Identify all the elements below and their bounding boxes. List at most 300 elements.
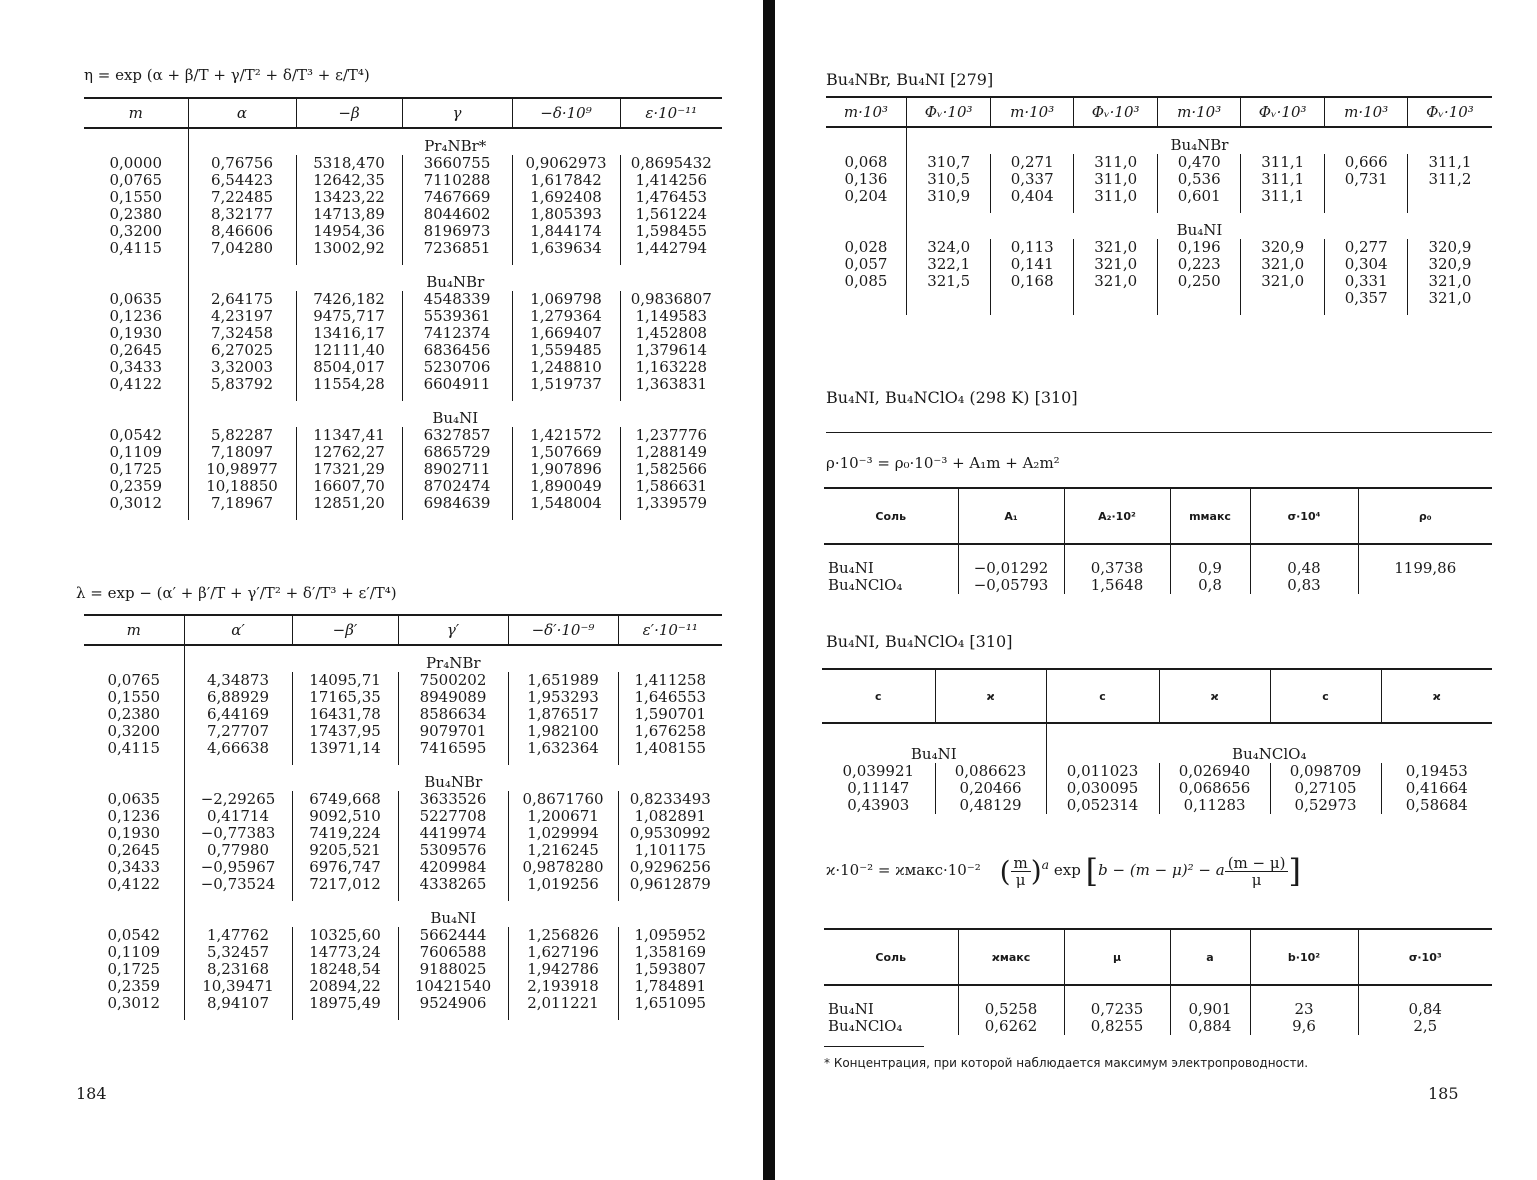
eta-cell: 5318,470 xyxy=(296,155,402,172)
eta-cell: 0,1109 xyxy=(109,443,162,461)
rho-header-3: mмакс xyxy=(1170,488,1250,544)
eta-cell: 1,339579 xyxy=(620,495,722,512)
lambda-cell: 0,9612879 xyxy=(618,876,722,893)
phi-cell: 0,141 xyxy=(991,256,1073,273)
eta-cell: 14954,36 xyxy=(296,223,402,240)
eta-cell: 1,476453 xyxy=(620,189,722,206)
phi-gap-cell xyxy=(906,205,991,213)
params-cell: Bu₄NI xyxy=(828,1000,874,1018)
lambda-cell: −0,95967 xyxy=(184,859,292,876)
rho-cell: −0,05793 xyxy=(958,577,1064,594)
lambda-gap-cell xyxy=(398,1012,508,1020)
phi-gap-cell xyxy=(1158,307,1240,315)
kappa-cell: 0,41664 xyxy=(1381,780,1492,797)
eta-cell: 0,0765 xyxy=(109,171,162,189)
rho-cell: Bu₄NI xyxy=(828,559,874,577)
eta-cell: 1,149583 xyxy=(620,308,722,325)
eta-cell: 0,1550 xyxy=(109,188,162,206)
kappa-frac1 xyxy=(1011,855,1031,888)
eta-cell: 8702474 xyxy=(402,478,512,495)
lambda-cell: 3633526 xyxy=(398,791,508,808)
rho-cell: 0,8 xyxy=(1170,577,1250,594)
eta-cell: 5539361 xyxy=(402,308,512,325)
eta-cell: 1,598455 xyxy=(620,223,722,240)
bracket-close: ] xyxy=(1288,852,1301,890)
phi-header-5: Φᵥ·10³ xyxy=(1240,97,1325,127)
lambda-cell: 1,676258 xyxy=(618,723,722,740)
params-cell: 23 xyxy=(1250,1001,1358,1018)
phi-cell: 321,0 xyxy=(1407,290,1492,307)
params-gap-cell xyxy=(1358,985,1492,1001)
phi-header-7: Φᵥ·10³ xyxy=(1407,97,1492,127)
phi-cell: 0,666 xyxy=(1325,154,1407,171)
eta-cell: 8504,017 xyxy=(296,359,402,376)
phi-data-row xyxy=(826,273,1492,290)
lambda-group-gap xyxy=(84,893,722,901)
lambda-data-row xyxy=(84,842,722,859)
params-gap-cell xyxy=(1170,985,1250,1001)
lambda-cell: 0,1109 xyxy=(107,943,160,961)
eta-cell: 12762,27 xyxy=(296,444,402,461)
eta-cell: 8,32177 xyxy=(188,206,296,223)
eta-header-row xyxy=(84,98,722,128)
lambda-cell: 2,193918 xyxy=(508,978,618,995)
eta-cell: 0,2645 xyxy=(109,341,162,359)
eta-cell: 13423,22 xyxy=(296,189,402,206)
phi-cell: 0,168 xyxy=(991,273,1073,290)
phi-gap-cell xyxy=(1073,307,1158,315)
eta-cell: 8,46606 xyxy=(188,223,296,240)
lambda-cell: 16431,78 xyxy=(292,706,398,723)
eta-cell: 1,582566 xyxy=(620,461,722,478)
phi-cell xyxy=(1407,188,1492,205)
phi-cell xyxy=(1158,290,1240,307)
rho-header-1: A₁ xyxy=(958,488,1064,544)
phi-cell xyxy=(991,290,1073,307)
phi-table xyxy=(826,96,1492,315)
rho-caption: Bu₄NI, Bu₄NClO₄ (298 K) [310] xyxy=(826,388,1078,407)
kappa-frac2 xyxy=(1225,855,1289,888)
lambda-cell: 5227708 xyxy=(398,808,508,825)
kappa-cell: 0,026940 xyxy=(1159,763,1270,780)
kappa-data-row xyxy=(822,763,1492,780)
phi-cell: 0,536 xyxy=(1158,171,1240,188)
lambda-group-row xyxy=(84,645,722,672)
phi-data-row xyxy=(826,171,1492,188)
lambda-cell: 1,216245 xyxy=(508,842,618,859)
eta-cell: 0,9062973 xyxy=(512,155,620,172)
phi-header-row xyxy=(826,97,1492,127)
lambda-gap-cell xyxy=(508,893,618,901)
lambda-data-row xyxy=(84,995,722,1012)
phi-cell: 311,1 xyxy=(1240,188,1325,205)
phi-header-2: m·10³ xyxy=(991,97,1073,127)
phi-data-row xyxy=(826,188,1492,205)
eta-gap-cell xyxy=(402,512,512,520)
params-data-row xyxy=(824,1018,1492,1035)
lambda-group-spacer xyxy=(84,765,184,791)
params-gap-cell xyxy=(1064,985,1170,1001)
eta-cell: 14713,89 xyxy=(296,206,402,223)
phi-cell: 0,271 xyxy=(991,154,1073,171)
phi-gap-cell xyxy=(826,307,906,315)
lambda-cell: 1,876517 xyxy=(508,706,618,723)
phi-cell: 0,470 xyxy=(1158,154,1240,171)
rho-gap-cell xyxy=(1358,544,1492,560)
phi-header-6: m·10³ xyxy=(1325,97,1407,127)
eta-cell: 1,421572 xyxy=(512,427,620,444)
eta-data-row xyxy=(84,376,722,393)
phi-cell: 311,1 xyxy=(1407,154,1492,171)
phi-cell: 311,0 xyxy=(1073,171,1158,188)
eta-data-row xyxy=(84,155,722,172)
phi-group-spacer xyxy=(826,127,906,154)
lambda-cell: 1,095952 xyxy=(618,927,722,944)
lambda-group-gap xyxy=(84,757,722,765)
lambda-cell: 17437,95 xyxy=(292,723,398,740)
eta-group-title: Pr₄NBr* xyxy=(188,128,722,155)
phi-cell xyxy=(906,290,991,307)
phi-gap-cell xyxy=(1158,205,1240,213)
eta-cell: 1,692408 xyxy=(512,189,620,206)
eta-cell: 1,559485 xyxy=(512,342,620,359)
lambda-cell: 1,593807 xyxy=(618,961,722,978)
eta-cell: 1,507669 xyxy=(512,444,620,461)
eta-gap-cell xyxy=(620,257,722,265)
lambda-cell: 4419974 xyxy=(398,825,508,842)
eta-cell: 0,2359 xyxy=(109,477,162,495)
rho-table xyxy=(824,487,1492,594)
eta-cell: 1,805393 xyxy=(512,206,620,223)
eta-cell: 0,1725 xyxy=(109,460,162,478)
lambda-cell: −0,73524 xyxy=(184,876,292,893)
lambda-data-row xyxy=(84,961,722,978)
phi-cell: 0,601 xyxy=(1158,188,1240,205)
phi-caption: Bu₄NBr, Bu₄NI [279] xyxy=(826,70,994,89)
lambda-cell: 18248,54 xyxy=(292,961,398,978)
phi-cell: 0,337 xyxy=(991,171,1073,188)
eta-cell: 1,237776 xyxy=(620,427,722,444)
phi-group-row xyxy=(826,127,1492,154)
lambda-header-row xyxy=(84,615,722,645)
eta-cell: 1,248810 xyxy=(512,359,620,376)
phi-cell: 311,2 xyxy=(1407,171,1492,188)
eta-gap-cell xyxy=(188,257,296,265)
eta-data-row xyxy=(84,478,722,495)
eta-cell: 8196973 xyxy=(402,223,512,240)
params-cell: 0,8255 xyxy=(1064,1018,1170,1035)
phi-cell: 0,731 xyxy=(1325,171,1407,188)
phi-cell: 0,250 xyxy=(1158,273,1240,290)
kappa-cell: 0,20466 xyxy=(935,780,1046,797)
eta-cell: 7,18097 xyxy=(188,444,296,461)
rho-cell: 1199,86 xyxy=(1358,560,1492,577)
lambda-cell: 8586634 xyxy=(398,706,508,723)
lambda-cell: 4209984 xyxy=(398,859,508,876)
lambda-gap-cell xyxy=(618,1012,722,1020)
eta-cell: 13416,17 xyxy=(296,325,402,342)
lambda-cell: 1,358169 xyxy=(618,944,722,961)
lambda-gap-cell xyxy=(398,757,508,765)
kappa-formula-lhs: ϰ·10⁻² = ϰмакс·10⁻² xyxy=(826,861,981,879)
kappa-cell: 0,43903 xyxy=(847,796,910,814)
lambda-cell: 1,942786 xyxy=(508,961,618,978)
lambda-group-title: Bu₄NBr xyxy=(184,765,722,791)
lambda-cell: 0,2645 xyxy=(107,841,160,859)
eta-cell: 12851,20 xyxy=(296,495,402,512)
eta-cell: 7,22485 xyxy=(188,189,296,206)
phi-gap-cell xyxy=(1325,205,1407,213)
kappa-cell: 0,11283 xyxy=(1159,797,1270,814)
phi-gap-cell xyxy=(1240,205,1325,213)
rho-top-gap xyxy=(824,544,1492,560)
phi-data-row xyxy=(826,239,1492,256)
phi-cell xyxy=(1240,290,1325,307)
lambda-cell: 1,47762 xyxy=(184,927,292,944)
eta-data-row xyxy=(84,206,722,223)
phi-cell: 321,0 xyxy=(1073,239,1158,256)
lambda-gap-cell xyxy=(184,757,292,765)
lambda-cell: 6976,747 xyxy=(292,859,398,876)
lambda-cell: 1,632364 xyxy=(508,740,618,757)
phi-cell: 0,068 xyxy=(844,153,888,171)
lambda-cell: 13971,14 xyxy=(292,740,398,757)
eta-group-row xyxy=(84,401,722,427)
eta-cell: 9475,717 xyxy=(296,308,402,325)
lambda-data-row xyxy=(84,825,722,842)
lambda-cell: 0,3012 xyxy=(107,994,160,1012)
kappa-header-2: c xyxy=(1046,669,1159,723)
eta-data-row xyxy=(84,223,722,240)
kappa-cell: 0,098709 xyxy=(1270,763,1381,780)
params-gap-cell xyxy=(1250,985,1358,1001)
lambda-gap-cell xyxy=(398,893,508,901)
kappa-frac2-num: (m − μ) xyxy=(1225,855,1289,872)
lambda-cell: 1,029994 xyxy=(508,825,618,842)
phi-cell: 310,5 xyxy=(906,171,991,188)
eta-cell: 0,3200 xyxy=(109,222,162,240)
eta-group-spacer xyxy=(84,265,188,291)
phi-cell: 0,204 xyxy=(844,187,888,205)
lambda-cell: 9188025 xyxy=(398,961,508,978)
lambda-cell: −0,77383 xyxy=(184,825,292,842)
phi-cell: 0,028 xyxy=(844,238,888,256)
lambda-table xyxy=(84,614,722,1020)
eta-cell: 1,442794 xyxy=(620,240,722,257)
lambda-cell: 0,77980 xyxy=(184,842,292,859)
lambda-data-row xyxy=(84,689,722,706)
eta-cell: 1,561224 xyxy=(620,206,722,223)
phi-cell: 321,0 xyxy=(1407,273,1492,290)
footnote: * Концентрация, при которой наблюдается максимум электропроводности. xyxy=(824,1056,1309,1070)
lambda-cell: 9205,521 xyxy=(292,842,398,859)
params-header-1: ϰмакс xyxy=(958,929,1064,985)
eta-cell: 0,8695432 xyxy=(620,155,722,172)
lambda-cell: 7500202 xyxy=(398,672,508,689)
eta-gap-cell xyxy=(188,512,296,520)
eta-cell: 6984639 xyxy=(402,495,512,512)
eta-group-row xyxy=(84,265,722,291)
phi-gap-cell xyxy=(1407,205,1492,213)
phi-data-row xyxy=(826,290,1492,307)
lambda-cell: 1,019256 xyxy=(508,876,618,893)
phi-gap-cell xyxy=(991,205,1073,213)
rho-cell: Bu₄NClO₄ xyxy=(828,576,903,594)
paren-open: ( xyxy=(999,854,1011,888)
eta-cell: 4,23197 xyxy=(188,308,296,325)
phi-cell: 0,196 xyxy=(1158,239,1240,256)
phi-cell: 321,0 xyxy=(1240,256,1325,273)
eta-cell: 10,18850 xyxy=(188,478,296,495)
lambda-cell: 7416595 xyxy=(398,740,508,757)
kappa-header-4: c xyxy=(1270,669,1381,723)
eta-gap-cell xyxy=(84,512,188,520)
eta-cell: 1,844174 xyxy=(512,223,620,240)
phi-cell xyxy=(1325,188,1407,205)
phi-cell: 0,085 xyxy=(844,272,888,290)
eta-cell: 7412374 xyxy=(402,325,512,342)
lambda-data-row xyxy=(84,672,722,689)
rho-header-2: A₂·10² xyxy=(1064,488,1170,544)
eta-cell: 7236851 xyxy=(402,240,512,257)
eta-group-spacer xyxy=(84,128,188,155)
eta-header-5: ε·10⁻¹¹ xyxy=(620,98,722,128)
lambda-data-row xyxy=(84,808,722,825)
book-spine xyxy=(763,0,775,1180)
lambda-cell: 1,411258 xyxy=(618,672,722,689)
eta-cell: 1,669407 xyxy=(512,325,620,342)
lambda-cell: 10,39471 xyxy=(184,978,292,995)
params-top-gap xyxy=(824,985,1492,1001)
left-page xyxy=(0,0,760,1180)
eta-group-row xyxy=(84,128,722,155)
lambda-group-gap xyxy=(84,1012,722,1020)
eta-cell: 0,3012 xyxy=(109,494,162,512)
lambda-cell: 0,1236 xyxy=(107,807,160,825)
phi-cell: 322,1 xyxy=(906,256,991,273)
lambda-cell: 5,32457 xyxy=(184,944,292,961)
lambda-header-5: ε′·10⁻¹¹ xyxy=(618,615,722,645)
eta-formula: η = exp (α + β/T + γ/T² + δ/T³ + ε/T⁴) xyxy=(84,66,370,84)
params-cell: 0,901 xyxy=(1170,1001,1250,1018)
lambda-cell: 8,94107 xyxy=(184,995,292,1012)
lambda-cell: 0,3433 xyxy=(107,858,160,876)
phi-cell: 320,9 xyxy=(1407,239,1492,256)
eta-cell: 0,0542 xyxy=(109,426,162,444)
params-cell: 0,7235 xyxy=(1064,1001,1170,1018)
eta-header-2: −β xyxy=(296,98,402,128)
eta-data-row xyxy=(84,495,722,512)
rho-cell xyxy=(1358,577,1492,594)
paren-close: ) xyxy=(1030,854,1042,888)
lambda-cell: 10421540 xyxy=(398,978,508,995)
kappa-frac1-den: μ xyxy=(1015,870,1026,889)
kappa-exp: exp xyxy=(1053,861,1081,879)
phi-gap-cell xyxy=(1073,205,1158,213)
lambda-formula: λ = exp − (α′ + β′/T + γ′/T² + δ′/T³ + ε′/T⁴) xyxy=(76,584,397,602)
eta-gap-cell xyxy=(84,257,188,265)
eta-data-row xyxy=(84,189,722,206)
eta-gap-cell xyxy=(296,512,402,520)
eta-cell: 0,4115 xyxy=(109,239,162,257)
lambda-cell: 17165,35 xyxy=(292,689,398,706)
eta-cell: 7110288 xyxy=(402,172,512,189)
phi-cell: 310,9 xyxy=(906,188,991,205)
phi-cell: 321,5 xyxy=(906,273,991,290)
eta-data-row xyxy=(84,172,722,189)
params-header-0: Соль xyxy=(824,929,958,985)
eta-cell: 8044602 xyxy=(402,206,512,223)
kappa-cell: 0,011023 xyxy=(1046,763,1159,780)
kappa-header-5: ϰ xyxy=(1381,669,1492,723)
phi-cell: 0,331 xyxy=(1325,273,1407,290)
eta-cell: 0,1236 xyxy=(109,307,162,325)
kappa-group-row xyxy=(822,723,1492,763)
lambda-cell: 4338265 xyxy=(398,876,508,893)
eta-data-row xyxy=(84,325,722,342)
rho-cell: −0,01292 xyxy=(958,560,1064,577)
phi-gap-cell xyxy=(991,307,1073,315)
lambda-cell: 9079701 xyxy=(398,723,508,740)
lambda-gap-cell xyxy=(508,757,618,765)
lambda-cell: 6749,668 xyxy=(292,791,398,808)
kappa-cell: 0,030095 xyxy=(1046,780,1159,797)
kappa-frac1-num: m xyxy=(1011,855,1031,872)
lambda-cell: 1,256826 xyxy=(508,927,618,944)
lambda-cell: 1,627196 xyxy=(508,944,618,961)
rho-gap-cell xyxy=(1064,544,1170,560)
phi-gap-cell xyxy=(906,307,991,315)
lambda-cell: 1,651989 xyxy=(508,672,618,689)
rho-cell: 0,83 xyxy=(1250,577,1358,594)
eta-cell: 7,32458 xyxy=(188,325,296,342)
lambda-cell: 0,0765 xyxy=(107,671,160,689)
phi-cell: 311,1 xyxy=(1240,154,1325,171)
eta-gap-cell xyxy=(188,393,296,401)
params-table xyxy=(824,928,1492,1035)
lambda-cell: 7,27707 xyxy=(184,723,292,740)
eta-cell: 10,98977 xyxy=(188,461,296,478)
lambda-cell: 20894,22 xyxy=(292,978,398,995)
params-cell: 2,5 xyxy=(1358,1018,1492,1035)
params-cell: Bu₄NClO₄ xyxy=(828,1017,903,1035)
eta-cell: 5,82287 xyxy=(188,427,296,444)
phi-header-3: Φᵥ·10³ xyxy=(1073,97,1158,127)
lambda-header-4: −δ′·10⁻⁹ xyxy=(508,615,618,645)
eta-group-spacer xyxy=(84,401,188,427)
lambda-data-row xyxy=(84,740,722,757)
lambda-gap-cell xyxy=(84,757,184,765)
lambda-header-3: γ′ xyxy=(398,615,508,645)
lambda-data-row xyxy=(84,927,722,944)
eta-gap-cell xyxy=(402,393,512,401)
lambda-cell: 0,2359 xyxy=(107,977,160,995)
lambda-header-2: −β′ xyxy=(292,615,398,645)
lambda-cell: 10325,60 xyxy=(292,927,398,944)
lambda-gap-cell xyxy=(184,893,292,901)
rho-cell: 0,3738 xyxy=(1064,560,1170,577)
phi-cell: 0,357 xyxy=(1325,290,1407,307)
lambda-gap-cell xyxy=(618,757,722,765)
rho-header-4: σ·10⁴ xyxy=(1250,488,1358,544)
lambda-gap-cell xyxy=(84,1012,184,1020)
lambda-cell: 1,590701 xyxy=(618,706,722,723)
eta-cell: 0,0000 xyxy=(109,154,162,172)
kappa-data-row xyxy=(822,780,1492,797)
page-number-left: 184 xyxy=(76,1084,107,1103)
eta-cell: 8902711 xyxy=(402,461,512,478)
bracket-open: [ xyxy=(1085,852,1099,890)
